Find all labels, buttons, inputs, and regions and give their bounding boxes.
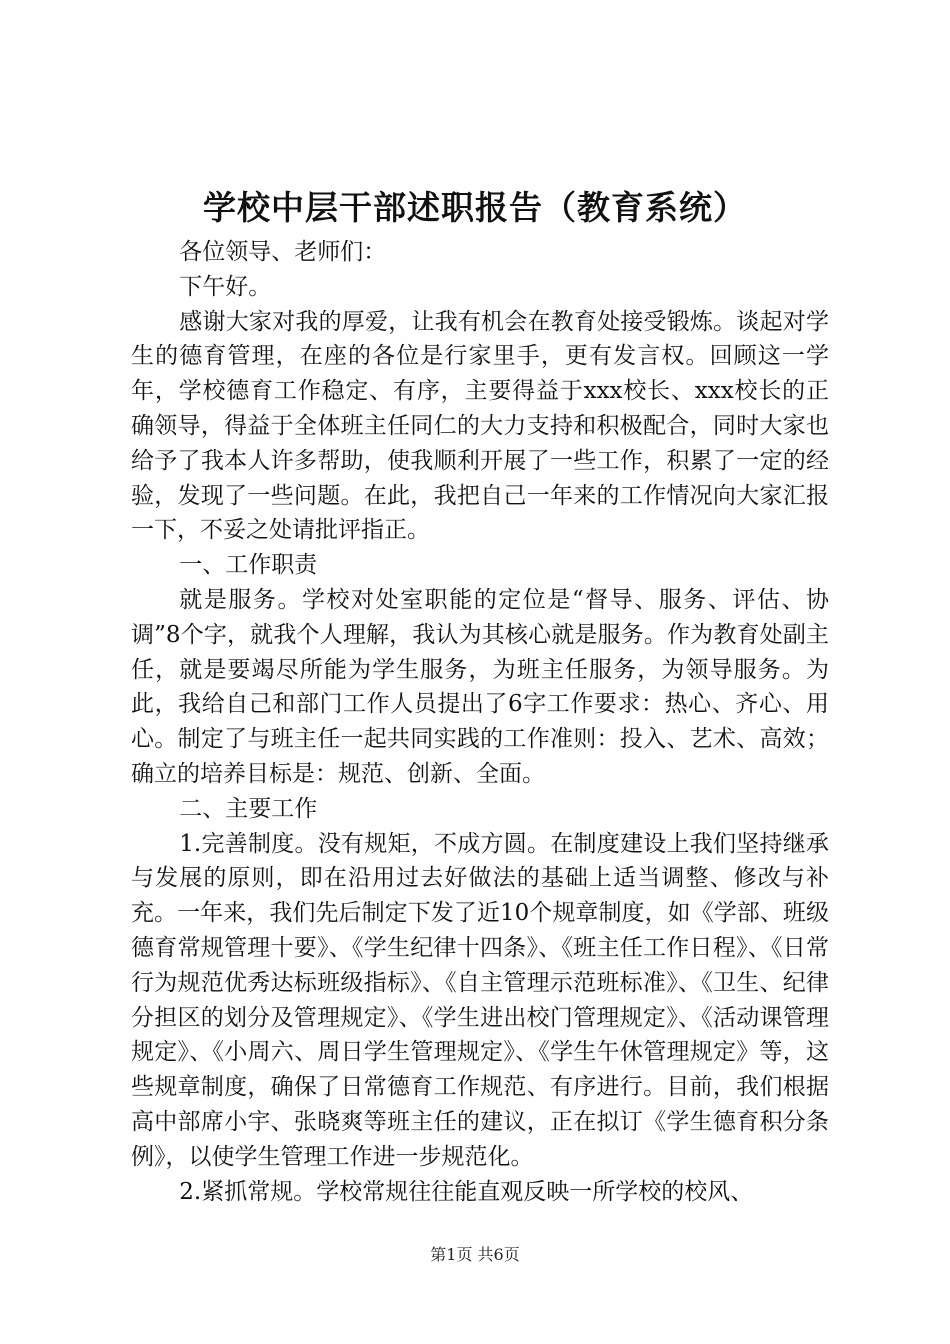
- section-heading-main-work: 二、主要工作: [179, 795, 318, 822]
- document-body: [131, 235, 829, 1209]
- page-footer: 第1页 共6页: [430, 1245, 520, 1264]
- duties-paragraph: 就是服务。学校对处室职能的定位是“督导、服务、评估、协调”8个字，就我个人理解，我认为其核心就是服务。作为教育处副主任，就是要竭尽所能为学生服务，为班主任服务，为领导服务。为此，我给自己和部门工作人员提出了6字工作要求：热心、齐心、用心。制定了与班主任一起共同实践的工作准则：投入、艺术、高效；确立的培养目标是：规范、创新、全面。: [131, 586, 829, 787]
- greeting: 下午好。: [179, 273, 272, 300]
- document-title: 学校中层干部述职报告（教育系统）: [203, 188, 747, 227]
- salutation: 各位领导、老师们：: [179, 239, 387, 265]
- main-work-item-1: 1.完善制度。没有规矩，不成方圆。在制度建设上我们坚持继承与发展的原则，即在沿用过去好做法的基础上适当调整、修改与补充。一年来，我们先后制定下发了近10个规章制度，如《学部、班级德育常规管理十要》、《学生纪律十四条》、《班主任工作日程》、《日常行为规范优秀达标班级指标》、《自主管理示范班标准》、《卫生、纪律分担区的划分及管理规定》、《学生进出校门管理规定》、《活动课管理规定》、《小周六、周日学生管理规定》、《学生午休管理规定》等，这些规章制度，确保了日常德育工作规范、有序进行。目前，我们根据高中部席小宇、张晓爽等班主任的建议，正在拟订《学生德育积分条例》，以使学生管理工作进一步规范化。: [131, 830, 829, 1170]
- intro-paragraph: 感谢大家对我的厚爱，让我有机会在教育处接受锻炼。谈起对学生的德育管理，在座的各位是行家里手，更有发言权。回顾这一学年，学校德育工作稳定、有序，主要得益于xxx校长、xxx校长的正确领导，得益于全体班主任同仁的大力支持和积极配合，同时大家也给予了我本人许多帮助，使我顺利开展了一些工作，积累了一定的经验，发现了一些问题。在此，我把自己一年来的工作情况向大家汇报一下，不妥之处请批评指正。: [131, 308, 829, 544]
- section-heading-duties: 一、工作职责: [179, 552, 318, 579]
- main-work-item-2: 2.紧抓常规。学校常规往往能直观反映一所学校的校风、: [179, 1178, 754, 1205]
